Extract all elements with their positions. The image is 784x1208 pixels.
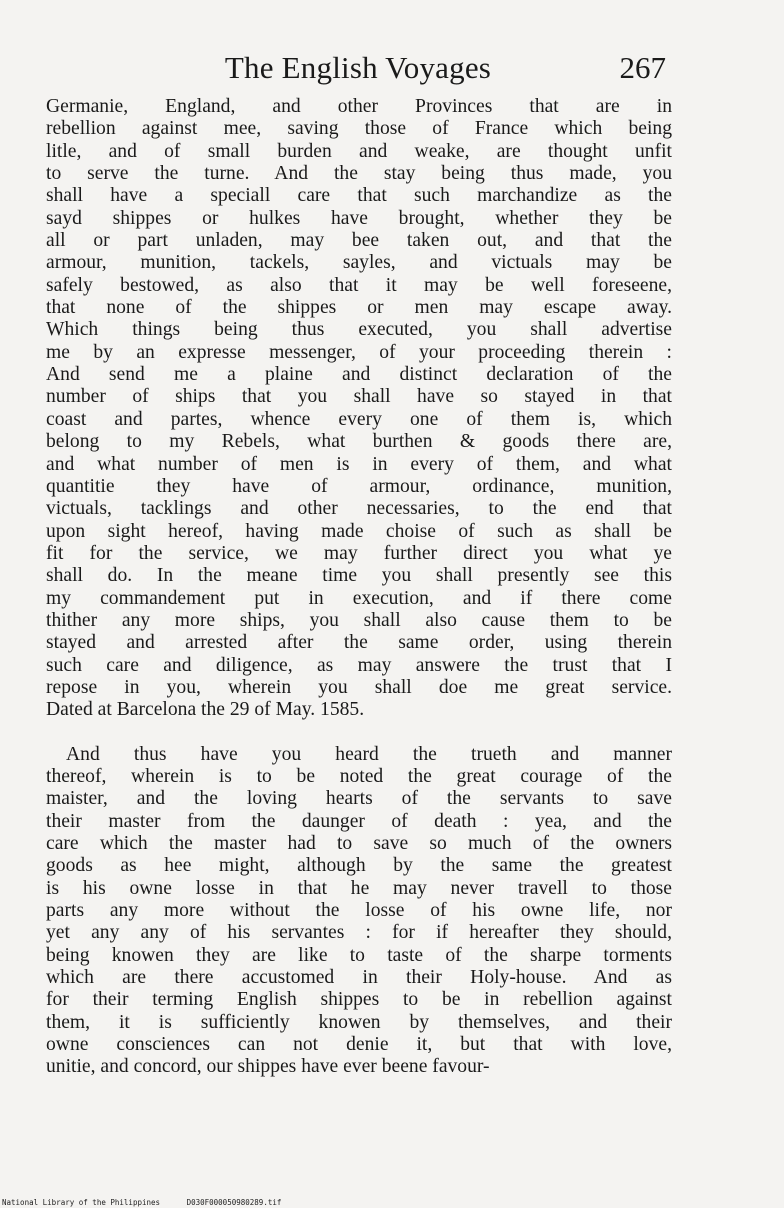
text-line: owne consciences can not denie it, but that with love, <box>46 1034 672 1056</box>
text-line: rebellion against mee, saving those of France which being <box>46 118 672 140</box>
text-line: shall have a speciall care that such marchandize as the <box>46 185 672 207</box>
text-line: thereof, wherein is to be noted the great courage of the <box>46 765 672 787</box>
text-line: unitie, and concord, our shippes have ever beene favour- <box>46 1056 490 1078</box>
text-line: safely bestowed, as also that it may be well foreseene, <box>46 274 672 296</box>
page-number: 267 <box>619 50 666 85</box>
text-line: Germanie, England, and other Provinces that are in <box>46 96 672 117</box>
text-line: yet any any of his servantes : for if hereafter they should, <box>46 922 672 944</box>
text-line: parts any more without the losse of his owne life, nor <box>46 900 672 922</box>
text-line: that none of the shippes or men may escape away. <box>46 297 672 319</box>
text-line: maister, and the loving hearts of the servants to save <box>46 788 672 810</box>
text-line: all or part unladen, may bee taken out, and that the <box>46 230 672 252</box>
text-line: number of ships that you shall have so stayed in that <box>46 386 672 408</box>
text-line: Which things being thus executed, you shall advertise <box>46 319 672 341</box>
text-line: And thus have you heard the trueth and manner <box>66 743 672 765</box>
footer-library: National Library of the Philippines <box>2 1198 161 1207</box>
text-line: which are there accustomed in their Holy-house. And as <box>46 967 672 989</box>
text-line: shall do. In the meane time you shall presently see this <box>46 565 672 587</box>
text-line: goods as hee might, although by the same the greatest <box>46 855 672 877</box>
text-line: me by an expresse messenger, of your proceeding therein : <box>46 341 672 363</box>
scan-footer <box>2 1198 281 1207</box>
text-line: my commandement put in execution, and if there come <box>46 587 672 609</box>
text-line: quantitie they have of armour, ordinance, munition, <box>46 475 672 497</box>
text-line: being knowen they are like to taste of the sharpe torments <box>46 944 672 966</box>
text-line: for their terming English shippes to be in rebellion against <box>46 989 672 1011</box>
text-line: armour, munition, tackels, sayles, and victuals may be <box>46 252 672 274</box>
text-line: Dated at Barcelona the 29 of May. 1585. <box>46 699 365 721</box>
text-line: And send me a plaine and distinct declaration of the <box>46 364 672 386</box>
text-line: fit for the service, we may further direct you what ye <box>46 542 672 564</box>
text-line: such care and diligence, as may answere the trust that I <box>46 654 672 676</box>
paragraph-gap <box>46 722 672 744</box>
running-title: The English Voyages <box>224 50 492 85</box>
text-line: litle, and of small burden and weake, are thought unfit <box>46 140 672 162</box>
text-line: them, it is sufficiently knowen by themselves, and their <box>46 1011 672 1033</box>
paragraph-commentary <box>46 744 672 1079</box>
text-line: care which the master had to save so much of the owners <box>46 833 672 854</box>
text-line: belong to my Rebels, what burthen & goods there are, <box>46 431 672 453</box>
text-line: victuals, tacklings and other necessaries, to the end that <box>46 498 672 520</box>
text-line: thither any more ships, you shall also cause them to be <box>46 609 672 631</box>
text-line: and what number of men is in every of them, and what <box>46 453 672 475</box>
body-text <box>46 96 672 1079</box>
text-line: coast and partes, whence every one of them is, which <box>46 408 672 430</box>
text-line: is his owne losse in that he may never travell to those <box>46 877 672 899</box>
paragraph-letter-continuation <box>46 96 672 722</box>
text-line: repose in you, wherein you shall doe me great service. <box>46 676 672 698</box>
footer-file-id: D030F000050980289.tif <box>186 1198 282 1207</box>
running-head <box>46 50 670 96</box>
text-line: their master from the daunger of death : yea, and the <box>46 810 672 832</box>
text-line: sayd shippes or hulkes have brought, whether they be <box>46 207 672 229</box>
text-line: stayed and arrested after the same order, using therein <box>46 632 672 654</box>
text-line: upon sight hereof, having made choise of such as shall be <box>46 520 672 542</box>
text-line: to serve the turne. And the stay being thus made, you <box>46 163 672 185</box>
